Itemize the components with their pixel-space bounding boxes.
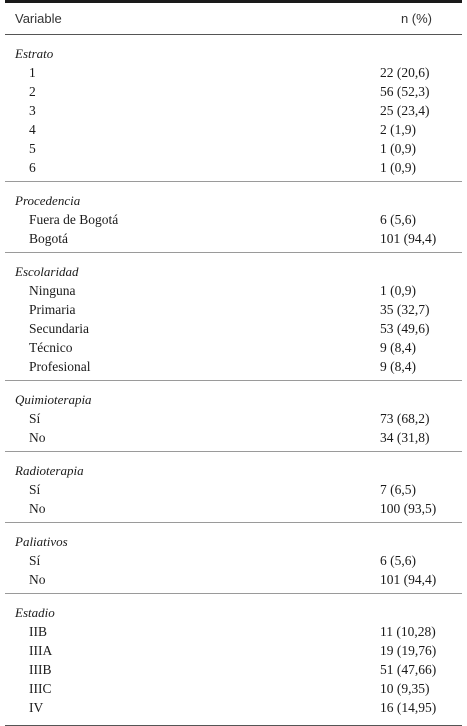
table-section — [5, 461, 462, 523]
table-row — [5, 158, 462, 177]
row-label: IIIB — [29, 662, 52, 677]
table-row — [5, 622, 462, 641]
row-value: 19 (19,76) — [380, 643, 437, 658]
row-value: 1 (0,9) — [380, 283, 416, 298]
row-label: 3 — [29, 103, 36, 118]
row-value: 101 (94,4) — [380, 231, 437, 246]
section-title: Procedencia — [15, 193, 81, 208]
row-label: 1 — [29, 65, 36, 80]
row-value: 1 (0,9) — [380, 141, 416, 156]
row-label: Sí — [29, 553, 41, 568]
row-label: 4 — [29, 122, 36, 137]
row-label: No — [29, 430, 46, 445]
row-label: Fuera de Bogotá — [29, 212, 119, 227]
table-section — [5, 44, 462, 182]
row-label: Profesional — [29, 359, 91, 374]
section-title: Radioterapia — [15, 463, 84, 478]
row-label: IV — [29, 700, 44, 715]
row-label: Sí — [29, 482, 41, 497]
row-label: Técnico — [29, 340, 73, 355]
table-row — [5, 210, 462, 229]
row-label: IIB — [29, 624, 47, 639]
table-section — [5, 603, 462, 717]
header-n-percent: n (%) — [400, 11, 432, 26]
row-value: 35 (32,7) — [380, 302, 430, 317]
table-row — [5, 281, 462, 300]
table-section — [5, 262, 462, 381]
row-label: 2 — [29, 84, 36, 99]
row-label: 5 — [29, 141, 36, 156]
table-section — [5, 390, 462, 452]
row-value: 16 (14,95) — [380, 700, 437, 715]
table-row — [5, 409, 462, 428]
table-header — [5, 3, 462, 35]
row-label: Primaria — [29, 302, 76, 317]
table-row — [5, 139, 462, 158]
table-row — [5, 357, 462, 376]
table-body — [5, 44, 462, 717]
table-row — [5, 82, 462, 101]
table-row — [5, 551, 462, 570]
table-row — [5, 480, 462, 499]
table-row — [5, 698, 462, 717]
row-value: 51 (47,66) — [380, 662, 437, 677]
row-value: 9 (8,4) — [380, 359, 416, 374]
table-row — [5, 63, 462, 82]
table-row — [5, 319, 462, 338]
table-row — [5, 300, 462, 319]
table-row — [5, 101, 462, 120]
table-row — [5, 570, 462, 589]
table-row — [5, 660, 462, 679]
row-label: IIIA — [29, 643, 53, 658]
table-row — [5, 499, 462, 518]
data-table — [5, 0, 462, 726]
row-value: 22 (20,6) — [380, 65, 430, 80]
table-row — [5, 428, 462, 447]
row-value: 9 (8,4) — [380, 340, 416, 355]
row-value: 25 (23,4) — [380, 103, 430, 118]
table-row — [5, 229, 462, 248]
row-label: Bogotá — [29, 231, 68, 246]
row-value: 34 (31,8) — [380, 430, 430, 445]
row-label: IIIC — [29, 681, 52, 696]
row-value: 10 (9,35) — [380, 681, 430, 696]
row-label: No — [29, 501, 46, 516]
row-value: 2 (1,9) — [380, 122, 416, 137]
row-value: 73 (68,2) — [380, 411, 430, 426]
section-title: Quimioterapia — [15, 392, 92, 407]
table-row — [5, 120, 462, 139]
row-value: 7 (6,5) — [380, 482, 416, 497]
row-label: Sí — [29, 411, 41, 426]
row-label: 6 — [29, 160, 36, 175]
section-title: Estrato — [15, 46, 54, 61]
table-row — [5, 338, 462, 357]
row-value: 1 (0,9) — [380, 160, 416, 175]
header-variable: Variable — [15, 11, 62, 26]
row-value: 101 (94,4) — [380, 572, 437, 587]
section-title: Estadio — [15, 605, 55, 620]
row-value: 6 (5,6) — [380, 212, 416, 227]
section-title: Paliativos — [15, 534, 68, 549]
row-value: 11 (10,28) — [380, 624, 436, 639]
row-value: 100 (93,5) — [380, 501, 437, 516]
table-row — [5, 641, 462, 660]
row-value: 56 (52,3) — [380, 84, 430, 99]
table-row — [5, 679, 462, 698]
row-value: 53 (49,6) — [380, 321, 430, 336]
table-section — [5, 191, 462, 253]
table-section — [5, 532, 462, 594]
row-value: 6 (5,6) — [380, 553, 416, 568]
row-label: Secundaria — [29, 321, 89, 336]
row-label: Ninguna — [29, 283, 76, 298]
section-title: Escolaridad — [15, 264, 79, 279]
row-label: No — [29, 572, 46, 587]
